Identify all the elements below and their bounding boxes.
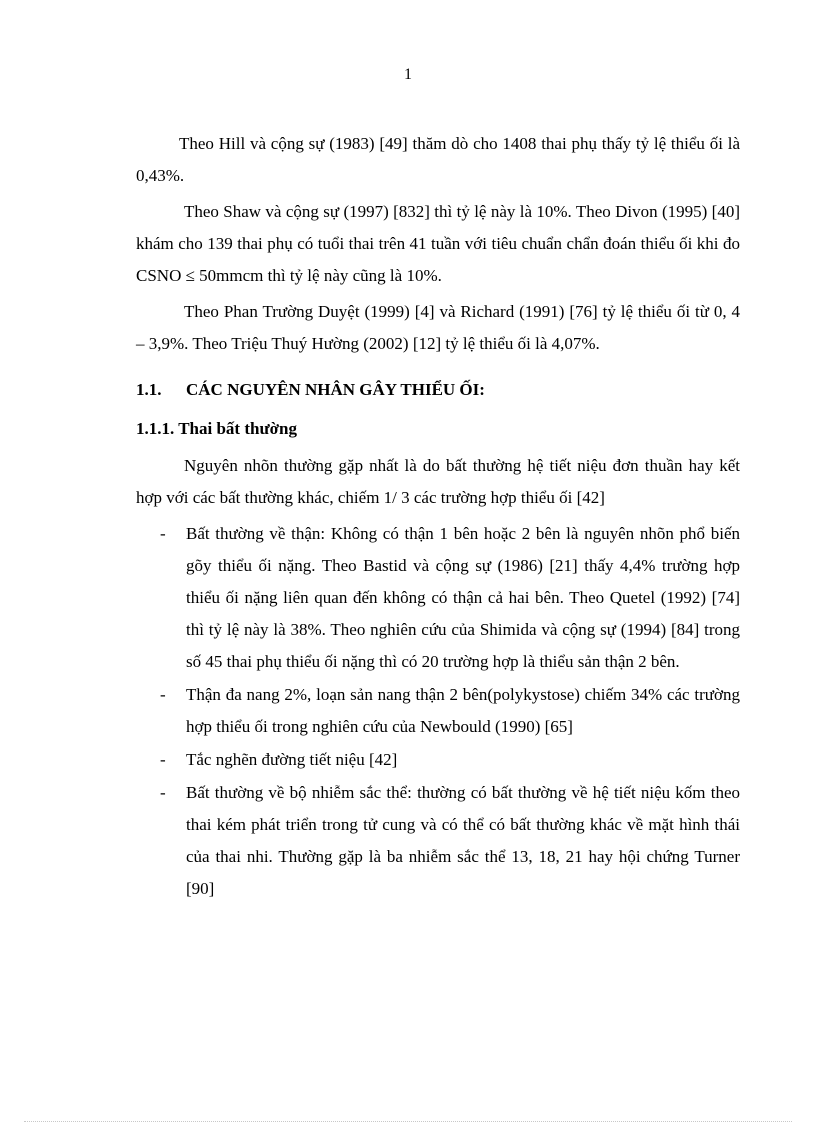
page-number: 1: [404, 66, 412, 83]
list-item: [136, 518, 740, 678]
paragraph-phan-trieu: Theo Phan Trường Duyệt (1999) [4] và Richard (1991) [76] tỷ lệ thiểu ối từ 0, 4 – 3,9%. Theo Triệu Thuý Hường (2002) [12] tỷ lệ thiểu ối là 4,07%.: [136, 302, 740, 353]
bullet-dash: -: [160, 524, 166, 543]
paragraph-shaw-divon: Theo Shaw và cộng sự (1997) [832] thì tỷ lệ này là 10%. Theo Divon (1995) [40] khám cho 139 thai phụ có tuổi thai trên 41 tuần với tiêu chuẩn chẩn đoán thiểu ối khi đo CSNO ≤ 50mmcm thì tỷ lệ này cũng là 10%.: [136, 202, 740, 285]
list-item-text: Tắc nghẽn đường tiết niệu [42]: [186, 750, 398, 769]
list-item-text: Thận đa nang 2%, loạn sản nang thận 2 bên(polykystose) chiếm 34% các trường hợp thiểu ối trong nghiên cứu của Newbould (1990) [65]: [186, 685, 740, 736]
list-item-text: Bất thường về thận: Không có thận 1 bên hoặc 2 bên là nguyên nhõn phổ biến gõy thiểu ối nặng. Theo Bastid và cộng sự (1986) [21] thấy 4,4% trường hợp thiểu ối nặng liên quan đến không có thận cả hai bên. Theo Quetel (1992) [74] thì tỷ lệ này là 38%. Theo nghiên cứu của Shimida và cộng sự (1994) [84] trong số 45 thai phụ thiểu ối nặng thì có 20 trường hợp là thiểu sản thận 2 bên.: [186, 524, 740, 671]
document-body: [136, 128, 740, 906]
page-bottom-divider: [24, 1121, 792, 1122]
bullet-dash: -: [160, 750, 166, 769]
bullet-dash: -: [160, 783, 166, 802]
section-number: 1.1.: [136, 380, 162, 399]
list-item: [136, 777, 740, 905]
subsection-heading: 1.1.1. Thai bất thường: [136, 419, 298, 438]
bullet-list: [136, 518, 740, 905]
section-heading: [136, 372, 740, 412]
section-title: CÁC NGUYÊN NHÂN GÂY THIỂU ỐI:: [186, 380, 485, 399]
bullet-dash: -: [160, 685, 166, 704]
paragraph-cause: Nguyên nhõn thường gặp nhất là do bất thường hệ tiết niệu đơn thuần hay kết hợp với các bất thường khác, chiếm 1/ 3 các trường hợp thiểu ối [42]: [136, 456, 740, 507]
paragraph-hill: Theo Hill và cộng sự (1983) [49] thăm dò cho 1408 thai phụ thấy tỷ lệ thiểu ối là 0,43%.: [136, 134, 740, 185]
list-item: [136, 679, 740, 743]
list-item: [136, 744, 740, 776]
list-item-text: Bất thường về bộ nhiễm sắc thể: thường có bất thường về hệ tiết niệu kốm theo thai kém phát triển trong tử cung và có thể có bất thường khác về mặt hình thái của thai nhi. Thường gặp là ba nhiễm sắc thể 13, 18, 21 hay hội chứng Turner [90]: [186, 783, 740, 898]
